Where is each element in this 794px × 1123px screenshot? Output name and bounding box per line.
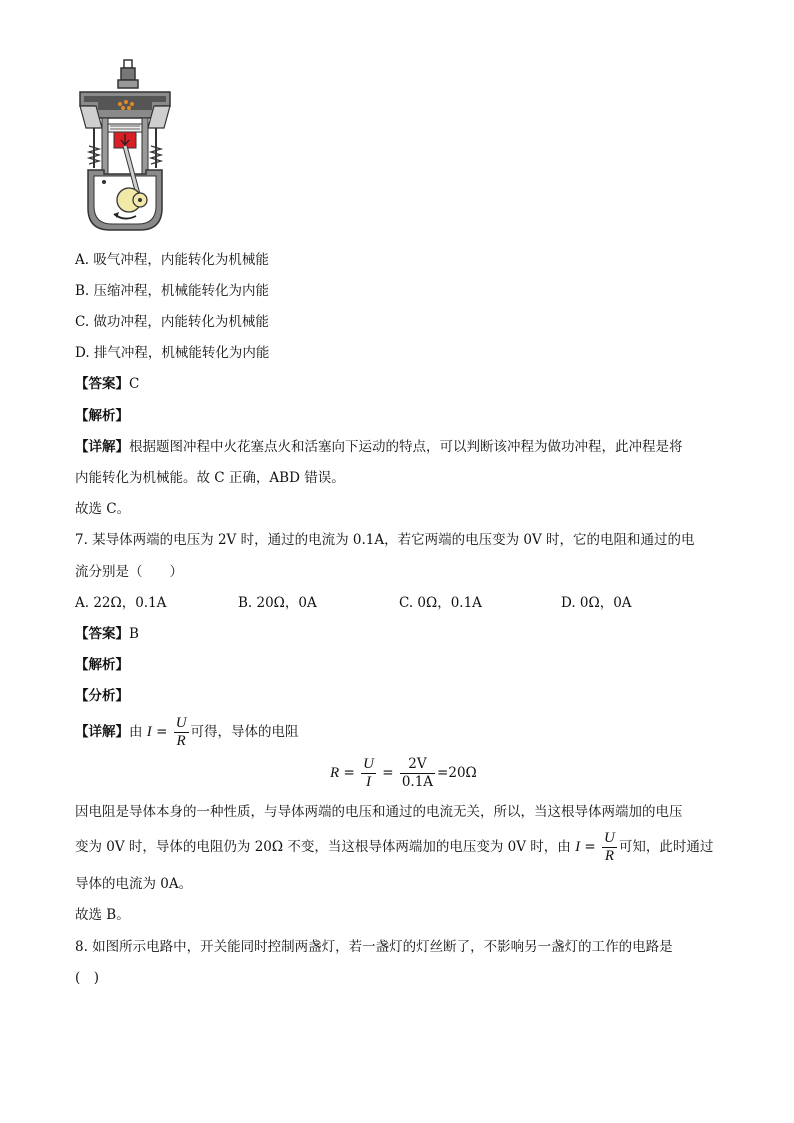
formula-i: I [146,724,152,740]
q7-para-line-3: 导体的电流为 0A。 [75,876,193,892]
q7-option-c: C. 0Ω，0.1A [399,595,482,611]
q7-stem-line-1: 7. 某导体两端的电压为 2V 时，通过的电流为 0.1A，若它两端的电压变为 0V 时，它的电阻和通过的电 [75,532,695,548]
fraction-denominator: R [604,848,614,864]
q7-stem-line-2: 流分别是（ ） [75,564,183,580]
answer-value: C [129,376,140,392]
q6-option-a: A. 吸气冲程，内能转化为机械能 [75,252,269,268]
q6-option-b: B. 压缩冲程，机械能转化为内能 [75,283,270,299]
eq-r: R [330,765,340,781]
engine-diagram [74,58,176,233]
q8-stem-line-1: 8. 如图所示电路中，开关能同时控制两盏灯，若一盏灯的灯丝断了，不影响另一盏灯的工作的电路是 [75,939,673,955]
fraction-numerator: U [175,715,187,731]
formula-fraction [602,830,617,865]
q7-option-b: B. 20Ω，0A [238,595,317,611]
q6-option-d: D. 排气冲程，机械能转化为内能 [75,345,270,361]
q6-detail-line-1 [75,437,683,457]
q7-option-d: D. 0Ω，0A [561,595,632,611]
para-text-a: 变为 0V 时，导体的电阻仍为 20Ω 不变，当这根导体两端加的电压变为 0V 时，由 [75,839,571,855]
fraction-denominator: R [176,733,186,749]
answer-value: B [129,626,139,642]
q7-analysis-tag: 【解析】 [75,657,129,673]
q6-analysis-tag: 【解析】 [75,408,129,424]
formula-eq: = [580,839,596,855]
eq-u: U [363,756,374,772]
detail-suffix: 可得，导体的电阻 [190,724,299,740]
q7-para-line-1: 因电阻是导体本身的一种性质，与导体两端的电压和通过的电流无关，所以，当这根导体两端加的电压 [75,804,683,820]
eq-sign: = [339,765,360,781]
eq-fraction-ui [361,756,376,791]
q7-para-line-2 [75,827,713,867]
q7-fenxi-tag: 【分析】 [75,688,129,704]
q6-answer-line [75,374,139,394]
q6-option-c: C. 做功冲程，内能转化为机械能 [75,314,269,330]
detail-tag: 【详解】 [75,724,129,740]
eq-i: I [366,774,371,790]
q6-conclusion: 故选 C。 [75,501,131,517]
eq-denominator: 0.1A [401,774,434,790]
q7-detail-line [75,712,299,752]
fraction-numerator: U [604,830,615,846]
formula-fraction [174,715,189,750]
q7-answer-line [75,624,139,644]
formula-eq: = [151,724,168,740]
detail-text: 根据题图冲程中火花塞点火和活塞向下运动的特点，可以判断该冲程为做功冲程，此冲程是将 [129,439,683,455]
eq-fraction-values [400,756,435,791]
formula-i: I [575,839,581,855]
answer-tag: 【答案】 [75,626,129,642]
eq-sign-2: = [377,765,398,781]
q7-option-a: A. 22Ω，0.1A [75,595,167,611]
eq-numerator: 2V [400,756,435,774]
q7-conclusion: 故选 B。 [75,907,130,923]
detail-tag: 【详解】 [75,439,129,455]
answer-tag: 【答案】 [75,376,129,392]
resistance-equation [330,753,477,793]
detail-prefix: 由 [129,724,143,740]
para-text-b: 可知，此时通过 [618,839,714,855]
four-stroke-engine-icon [74,58,176,233]
eq-result: =20Ω [437,765,477,781]
q6-detail-line-2: 内能转化为机械能。故 C 正确，ABD 错误。 [75,470,345,486]
q8-stem-line-2: ( ) [75,970,100,986]
